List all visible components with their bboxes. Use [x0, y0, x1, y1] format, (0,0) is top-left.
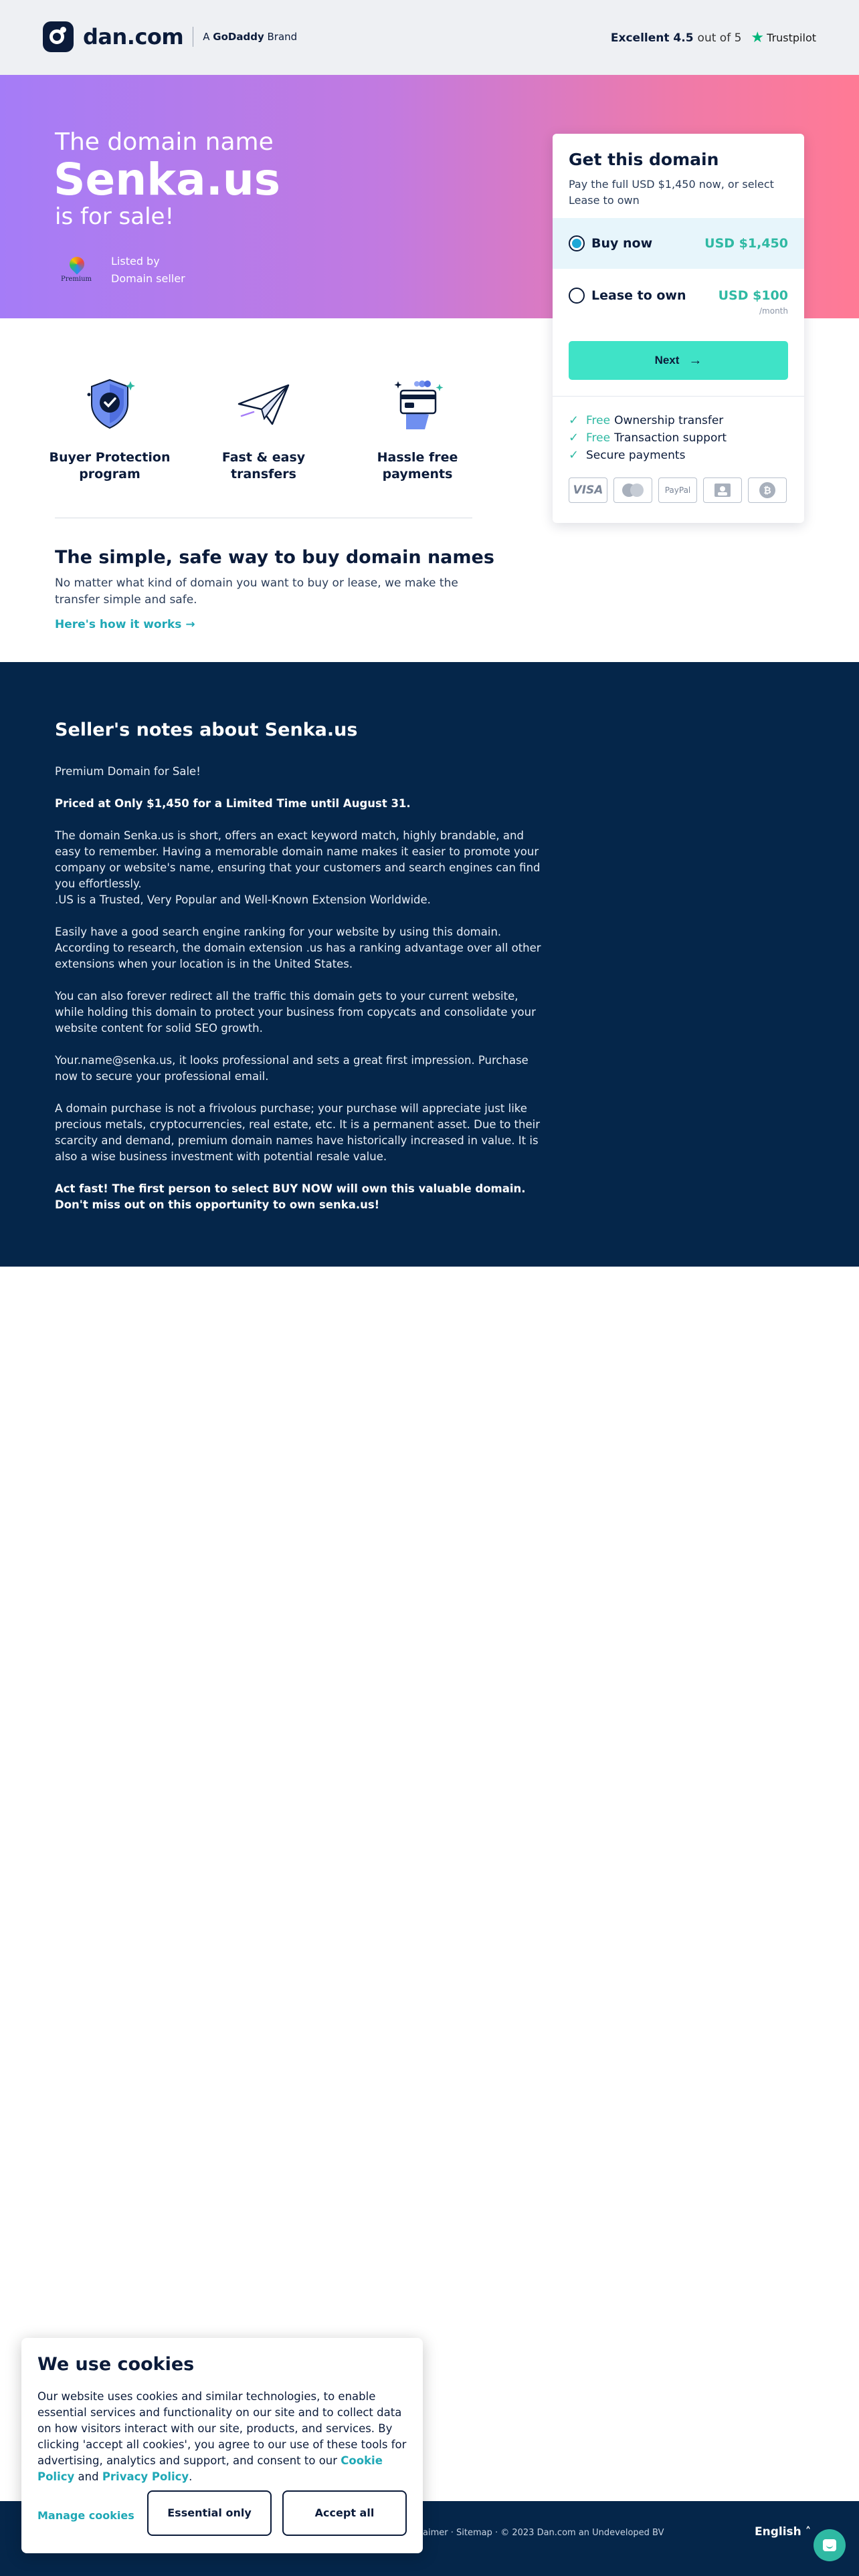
card-title: Get this domain — [569, 150, 719, 169]
check-icon: ✓ — [569, 448, 579, 462]
feature-title: Hassle free payments — [377, 450, 458, 481]
notes-paragraph: Easily have a good search engine ranking for your website by using this domain. According to research, the domain extension .us has a ranking advantage over all other extensions when your location is in the United States. — [55, 926, 541, 970]
chat-button[interactable] — [814, 2529, 846, 2561]
language-selector[interactable]: English ˄ — [755, 2525, 812, 2539]
card-feature: ✓ Free Transaction support — [569, 431, 727, 445]
dan-logo-icon — [43, 21, 74, 52]
dan-logo[interactable] — [43, 21, 297, 52]
essential-only-button[interactable]: Essential only — [147, 2490, 272, 2536]
trustpilot-star-icon: ★ — [751, 29, 765, 46]
purchase-card — [553, 134, 804, 523]
lease-radio[interactable] — [569, 288, 585, 304]
notes-paragraph: Your.name@senka.us, it looks professional and sets a great first impression. Purchase now to secure your professional email. — [55, 1054, 529, 1083]
seller-logo: Premium — [60, 251, 92, 289]
feature-title: Fast & easy transfers — [221, 450, 306, 481]
cookie-banner — [21, 2338, 423, 2553]
feature-fast-transfers — [197, 374, 330, 483]
manage-cookies-link[interactable]: Manage cookies — [37, 2509, 134, 2522]
notes-paragraph: Premium Domain for Sale! — [55, 765, 201, 778]
bitcoin-icon: ₿ — [748, 477, 787, 503]
notes-title: Seller's notes about Senka.us — [55, 720, 358, 740]
card-hand-icon — [387, 374, 448, 435]
cookie-title: We use cookies — [37, 2354, 195, 2375]
arrow-right-icon: → — [688, 352, 702, 368]
listed-by-label: Listed by — [111, 255, 160, 267]
paper-plane-icon — [233, 374, 294, 435]
buy-now-option[interactable] — [553, 218, 804, 269]
brand-tagline: A GoDaddy Brand — [203, 31, 298, 43]
notes-paragraph: Act fast! The first person to select BUY NOW will own this valuable domain. Don't miss out on this opportunity to own senka.us! — [55, 1182, 526, 1211]
shield-check-icon — [80, 374, 140, 435]
logo-text: dan.com — [83, 24, 184, 49]
simple-text: No matter what kind of domain you want to buy or lease, we make the transfer simple and safe. — [55, 576, 458, 607]
footer-links[interactable]: aimer · Sitemap · © 2023 Dan.com an Undeveloped BV — [423, 2528, 664, 2538]
for-sale-text: is for sale! — [55, 203, 175, 230]
feature-title: Buyer Protection program — [49, 450, 171, 481]
bank-transfer-icon — [703, 477, 742, 503]
hero-intro: The domain name — [55, 128, 274, 156]
notes-paragraph: A domain purchase is not a frivolous purchase; your purchase will appreciate just like precious metals, cryptocurrencies, real estate, etc. It is a permanent asset. Due to their scarcity and demand, premium domain names have historically increased in value. It is also a wise business investment with potential resale value. — [55, 1102, 540, 1163]
seller-notes — [0, 662, 859, 1267]
visa-icon: VISA — [569, 477, 607, 503]
lease-label: Lease to own — [591, 288, 686, 303]
simple-title: The simple, safe way to buy domain names — [55, 547, 494, 568]
notes-paragraph: Priced at Only $1,450 for a Limited Time until August 31. — [55, 797, 411, 810]
domain-name: Senka.us — [54, 154, 281, 205]
lease-period: /month — [759, 306, 788, 316]
cookie-text: Our website uses cookies and similar technologies, to enable essential services and functionality on our site and to collect data on how visitors interact with our site, products, and services. By clicking 'accept all cookies', you agree to our use of these tools for advertising, analytics and support, and consent to our Cookie Policy and Privacy Policy. — [37, 2390, 407, 2483]
paypal-icon: PayPal — [658, 477, 697, 503]
trust-outof: out of 5 — [697, 31, 742, 45]
how-it-works-link[interactable]: Here's how it works → — [55, 618, 195, 631]
buy-now-radio[interactable] — [569, 235, 585, 251]
card-feature: ✓ Free Ownership transfer — [569, 413, 724, 427]
check-icon: ✓ — [569, 431, 579, 445]
feature-buyer-protection — [43, 374, 177, 483]
card-feature: ✓ Secure payments — [569, 448, 686, 462]
accept-all-button[interactable]: Accept all — [282, 2490, 407, 2536]
buy-now-price: USD $1,450 — [704, 236, 788, 251]
buy-now-label: Buy now — [591, 236, 653, 251]
notes-paragraph: The domain Senka.us is short, offers an exact keyword match, highly brandable, and easy to remember. Having a memorable domain name makes it easier to promote your company or website's name, ensuring that your customers and search engines can find you effortlessly. — [55, 829, 541, 890]
feature-hassle-free — [351, 374, 484, 483]
arrow-right-icon: → — [185, 618, 195, 631]
seller-block — [60, 251, 185, 289]
check-icon: ✓ — [569, 413, 579, 427]
trust-score: Excellent 4.5 — [610, 31, 694, 45]
next-button[interactable]: Next → — [569, 341, 788, 380]
card-subtitle: Pay the full USD $1,450 now, or select Lease to own — [569, 178, 774, 207]
cookie-policy-link[interactable]: Cookie Policy — [37, 2454, 383, 2483]
notes-paragraph: You can also forever redirect all the traffic this domain gets to your current website, while holding this domain to protect your business from copycats and consolidate your website content for solid SEO growth. — [55, 990, 536, 1035]
lease-price: USD $100 — [718, 288, 788, 303]
trustpilot-label: Trustpilot — [767, 31, 816, 44]
privacy-policy-link[interactable]: Privacy Policy — [102, 2470, 189, 2483]
trustpilot-rating[interactable] — [611, 29, 816, 46]
chevron-up-icon: ˄ — [805, 2525, 812, 2539]
site-header — [0, 0, 859, 75]
mastercard-icon — [613, 477, 652, 503]
lease-option[interactable] — [553, 270, 804, 321]
chat-icon — [823, 2539, 836, 2551]
card-divider — [553, 396, 804, 397]
seller-name[interactable]: Domain seller — [111, 272, 185, 285]
notes-paragraph: .US is a Trusted, Very Popular and Well-Known Extension Worldwide. — [55, 893, 431, 906]
